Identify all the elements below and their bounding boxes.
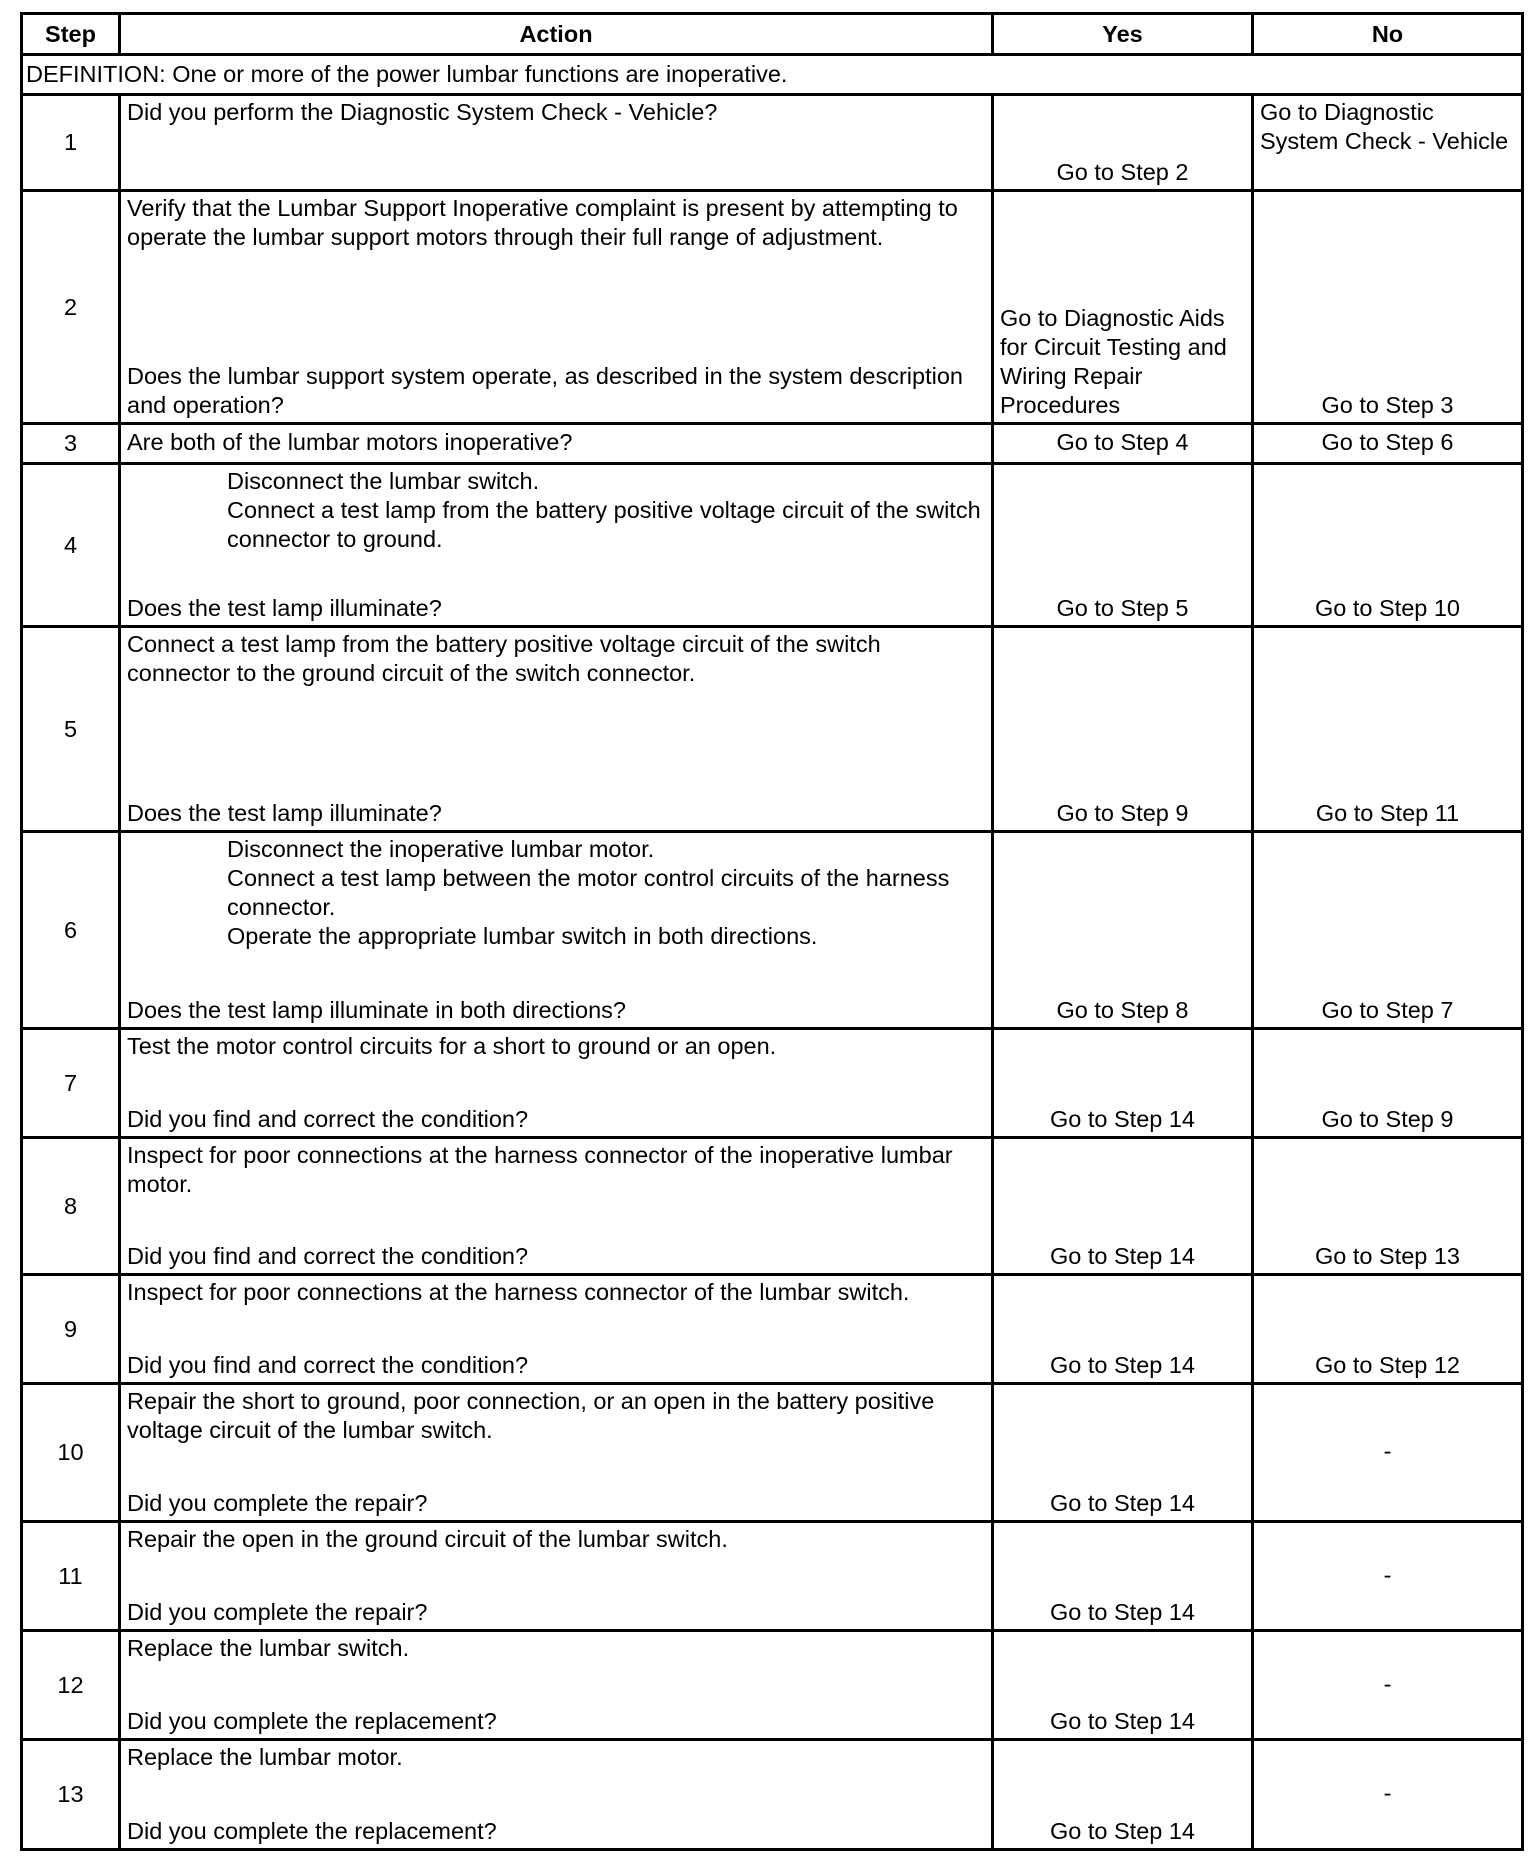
action-instructions — [127, 192, 985, 252]
no-outcome: Go to Step 6 — [1253, 424, 1523, 464]
yes-outcome: Go to Step 14 — [993, 1522, 1253, 1631]
step-number: 3 — [22, 424, 120, 464]
table-row — [22, 832, 1523, 1029]
action-question: Did you complete the replacement? — [127, 1818, 497, 1844]
action-instructions — [127, 465, 985, 554]
yes-outcome: Go to Step 8 — [993, 832, 1253, 1029]
action-question: Did you complete the repair? — [127, 1490, 428, 1516]
action-line: Connect a test lamp from the battery positive voltage circuit of the switch connector to ground. — [227, 497, 981, 552]
yes-outcome: Go to Step 4 — [993, 424, 1253, 464]
step-number: 8 — [22, 1138, 120, 1275]
action-instructions — [127, 1276, 985, 1307]
yes-outcome: Go to Step 2 — [993, 95, 1253, 191]
header-step: Step — [22, 14, 120, 55]
action-cell — [120, 627, 993, 832]
step-number: 9 — [22, 1275, 120, 1384]
action-instructions — [127, 1030, 985, 1061]
action-instructions — [127, 1741, 985, 1772]
action-cell — [120, 1138, 993, 1275]
action-cell — [120, 1275, 993, 1384]
step-number: 12 — [22, 1631, 120, 1740]
action-cell — [120, 424, 993, 464]
step-number: 2 — [22, 191, 120, 424]
no-outcome: Go to Step 13 — [1253, 1138, 1523, 1275]
action-question: Does the test lamp illuminate? — [127, 800, 442, 826]
action-cell — [120, 1740, 993, 1850]
table-row — [22, 1631, 1523, 1740]
action-question: Does the test lamp illuminate in both directions? — [127, 997, 626, 1023]
action-question: Did you perform the Diagnostic System Check - Vehicle? — [127, 99, 718, 125]
step-number: 13 — [22, 1740, 120, 1850]
step-number: 5 — [22, 627, 120, 832]
no-outcome: Go to Step 7 — [1253, 832, 1523, 1029]
header-action: Action — [120, 14, 993, 55]
table-row — [22, 1138, 1523, 1275]
table-row — [22, 1029, 1523, 1138]
action-cell — [120, 1522, 993, 1631]
action-line: Disconnect the lumbar switch. — [227, 468, 540, 494]
no-outcome: - — [1253, 1384, 1523, 1522]
step-number: 6 — [22, 832, 120, 1029]
action-line: Inspect for poor connections at the harness connector of the lumbar switch. — [127, 1279, 910, 1305]
no-outcome: Go to Step 10 — [1253, 464, 1523, 627]
action-question: Are both of the lumbar motors inoperative? — [127, 429, 573, 455]
no-outcome: - — [1253, 1631, 1523, 1740]
action-question: Did you find and correct the condition? — [127, 1352, 529, 1378]
header-yes: Yes — [993, 14, 1253, 55]
step-number: 1 — [22, 95, 120, 191]
action-line: Connect a test lamp between the motor control circuits of the harness connector. — [227, 865, 950, 920]
action-line: Inspect for poor connections at the harness connector of the inoperative lumbar motor. — [127, 1142, 953, 1197]
action-line: Repair the short to ground, poor connection, or an open in the battery positive voltage circuit of the lumbar switch. — [127, 1388, 935, 1443]
action-cell — [120, 1029, 993, 1138]
step-number: 4 — [22, 464, 120, 627]
action-cell — [120, 191, 993, 424]
table-row — [22, 191, 1523, 424]
yes-outcome: Go to Step 14 — [993, 1029, 1253, 1138]
header-row — [22, 14, 1523, 55]
yes-outcome: Go to Diagnostic Aids for Circuit Testing and Wiring Repair Procedures — [993, 191, 1253, 424]
table-row — [22, 1384, 1523, 1522]
no-outcome: Go to Step 3 — [1253, 191, 1523, 424]
step-number: 11 — [22, 1522, 120, 1631]
action-question: Does the lumbar support system operate, as described in the system description and operation? — [127, 363, 963, 418]
definition-row — [22, 55, 1523, 95]
table-row — [22, 424, 1523, 464]
action-instructions — [127, 833, 985, 951]
header-no: No — [1253, 14, 1523, 55]
yes-outcome: Go to Step 9 — [993, 627, 1253, 832]
action-line: Replace the lumbar switch. — [127, 1635, 410, 1661]
yes-outcome: Go to Step 14 — [993, 1275, 1253, 1384]
no-outcome: Go to Step 9 — [1253, 1029, 1523, 1138]
yes-outcome: Go to Step 14 — [993, 1138, 1253, 1275]
diagnostic-table — [20, 12, 1524, 1851]
step-number: 10 — [22, 1384, 120, 1522]
action-instructions — [127, 1385, 985, 1445]
action-line: Connect a test lamp from the battery positive voltage circuit of the switch connector to the ground circuit of the switch connector. — [127, 631, 881, 686]
yes-outcome: Go to Step 14 — [993, 1740, 1253, 1850]
no-outcome: Go to Diagnostic System Check - Vehicle — [1253, 95, 1523, 191]
action-line: Test the motor control circuits for a short to ground or an open. — [127, 1033, 777, 1059]
yes-outcome: Go to Step 14 — [993, 1631, 1253, 1740]
action-cell — [120, 1631, 993, 1740]
table-row — [22, 1522, 1523, 1631]
action-cell — [120, 464, 993, 627]
action-cell — [120, 95, 993, 191]
action-line: Verify that the Lumbar Support Inoperative complaint is present by attempting to operate the lumbar support motors through their full range of adjustment. — [127, 195, 958, 250]
action-question: Did you complete the repair? — [127, 1599, 428, 1625]
table-row — [22, 95, 1523, 191]
table-row — [22, 627, 1523, 832]
yes-outcome: Go to Step 14 — [993, 1384, 1253, 1522]
action-instructions — [127, 1632, 985, 1663]
action-cell — [120, 832, 993, 1029]
action-question: Does the test lamp illuminate? — [127, 595, 442, 621]
action-instructions — [127, 1523, 985, 1554]
action-cell — [120, 1384, 993, 1522]
table-row — [22, 1740, 1523, 1850]
step-number: 7 — [22, 1029, 120, 1138]
table-row — [22, 464, 1523, 627]
yes-outcome: Go to Step 5 — [993, 464, 1253, 627]
action-question: Did you complete the replacement? — [127, 1708, 497, 1734]
action-line: Repair the open in the ground circuit of the lumbar switch. — [127, 1526, 728, 1552]
no-outcome: - — [1253, 1740, 1523, 1850]
table-row — [22, 1275, 1523, 1384]
no-outcome: Go to Step 12 — [1253, 1275, 1523, 1384]
action-question: Did you find and correct the condition? — [127, 1106, 529, 1132]
action-line: Disconnect the inoperative lumbar motor. — [227, 836, 655, 862]
action-line: Operate the appropriate lumbar switch in both directions. — [227, 923, 818, 949]
action-question: Did you find and correct the condition? — [127, 1243, 529, 1269]
no-outcome: Go to Step 11 — [1253, 627, 1523, 832]
definition-text: DEFINITION: One or more of the power lumbar functions are inoperative. — [22, 55, 1523, 95]
action-instructions — [127, 628, 985, 688]
action-instructions — [127, 1139, 985, 1199]
no-outcome: - — [1253, 1522, 1523, 1631]
action-line: Replace the lumbar motor. — [127, 1744, 403, 1770]
